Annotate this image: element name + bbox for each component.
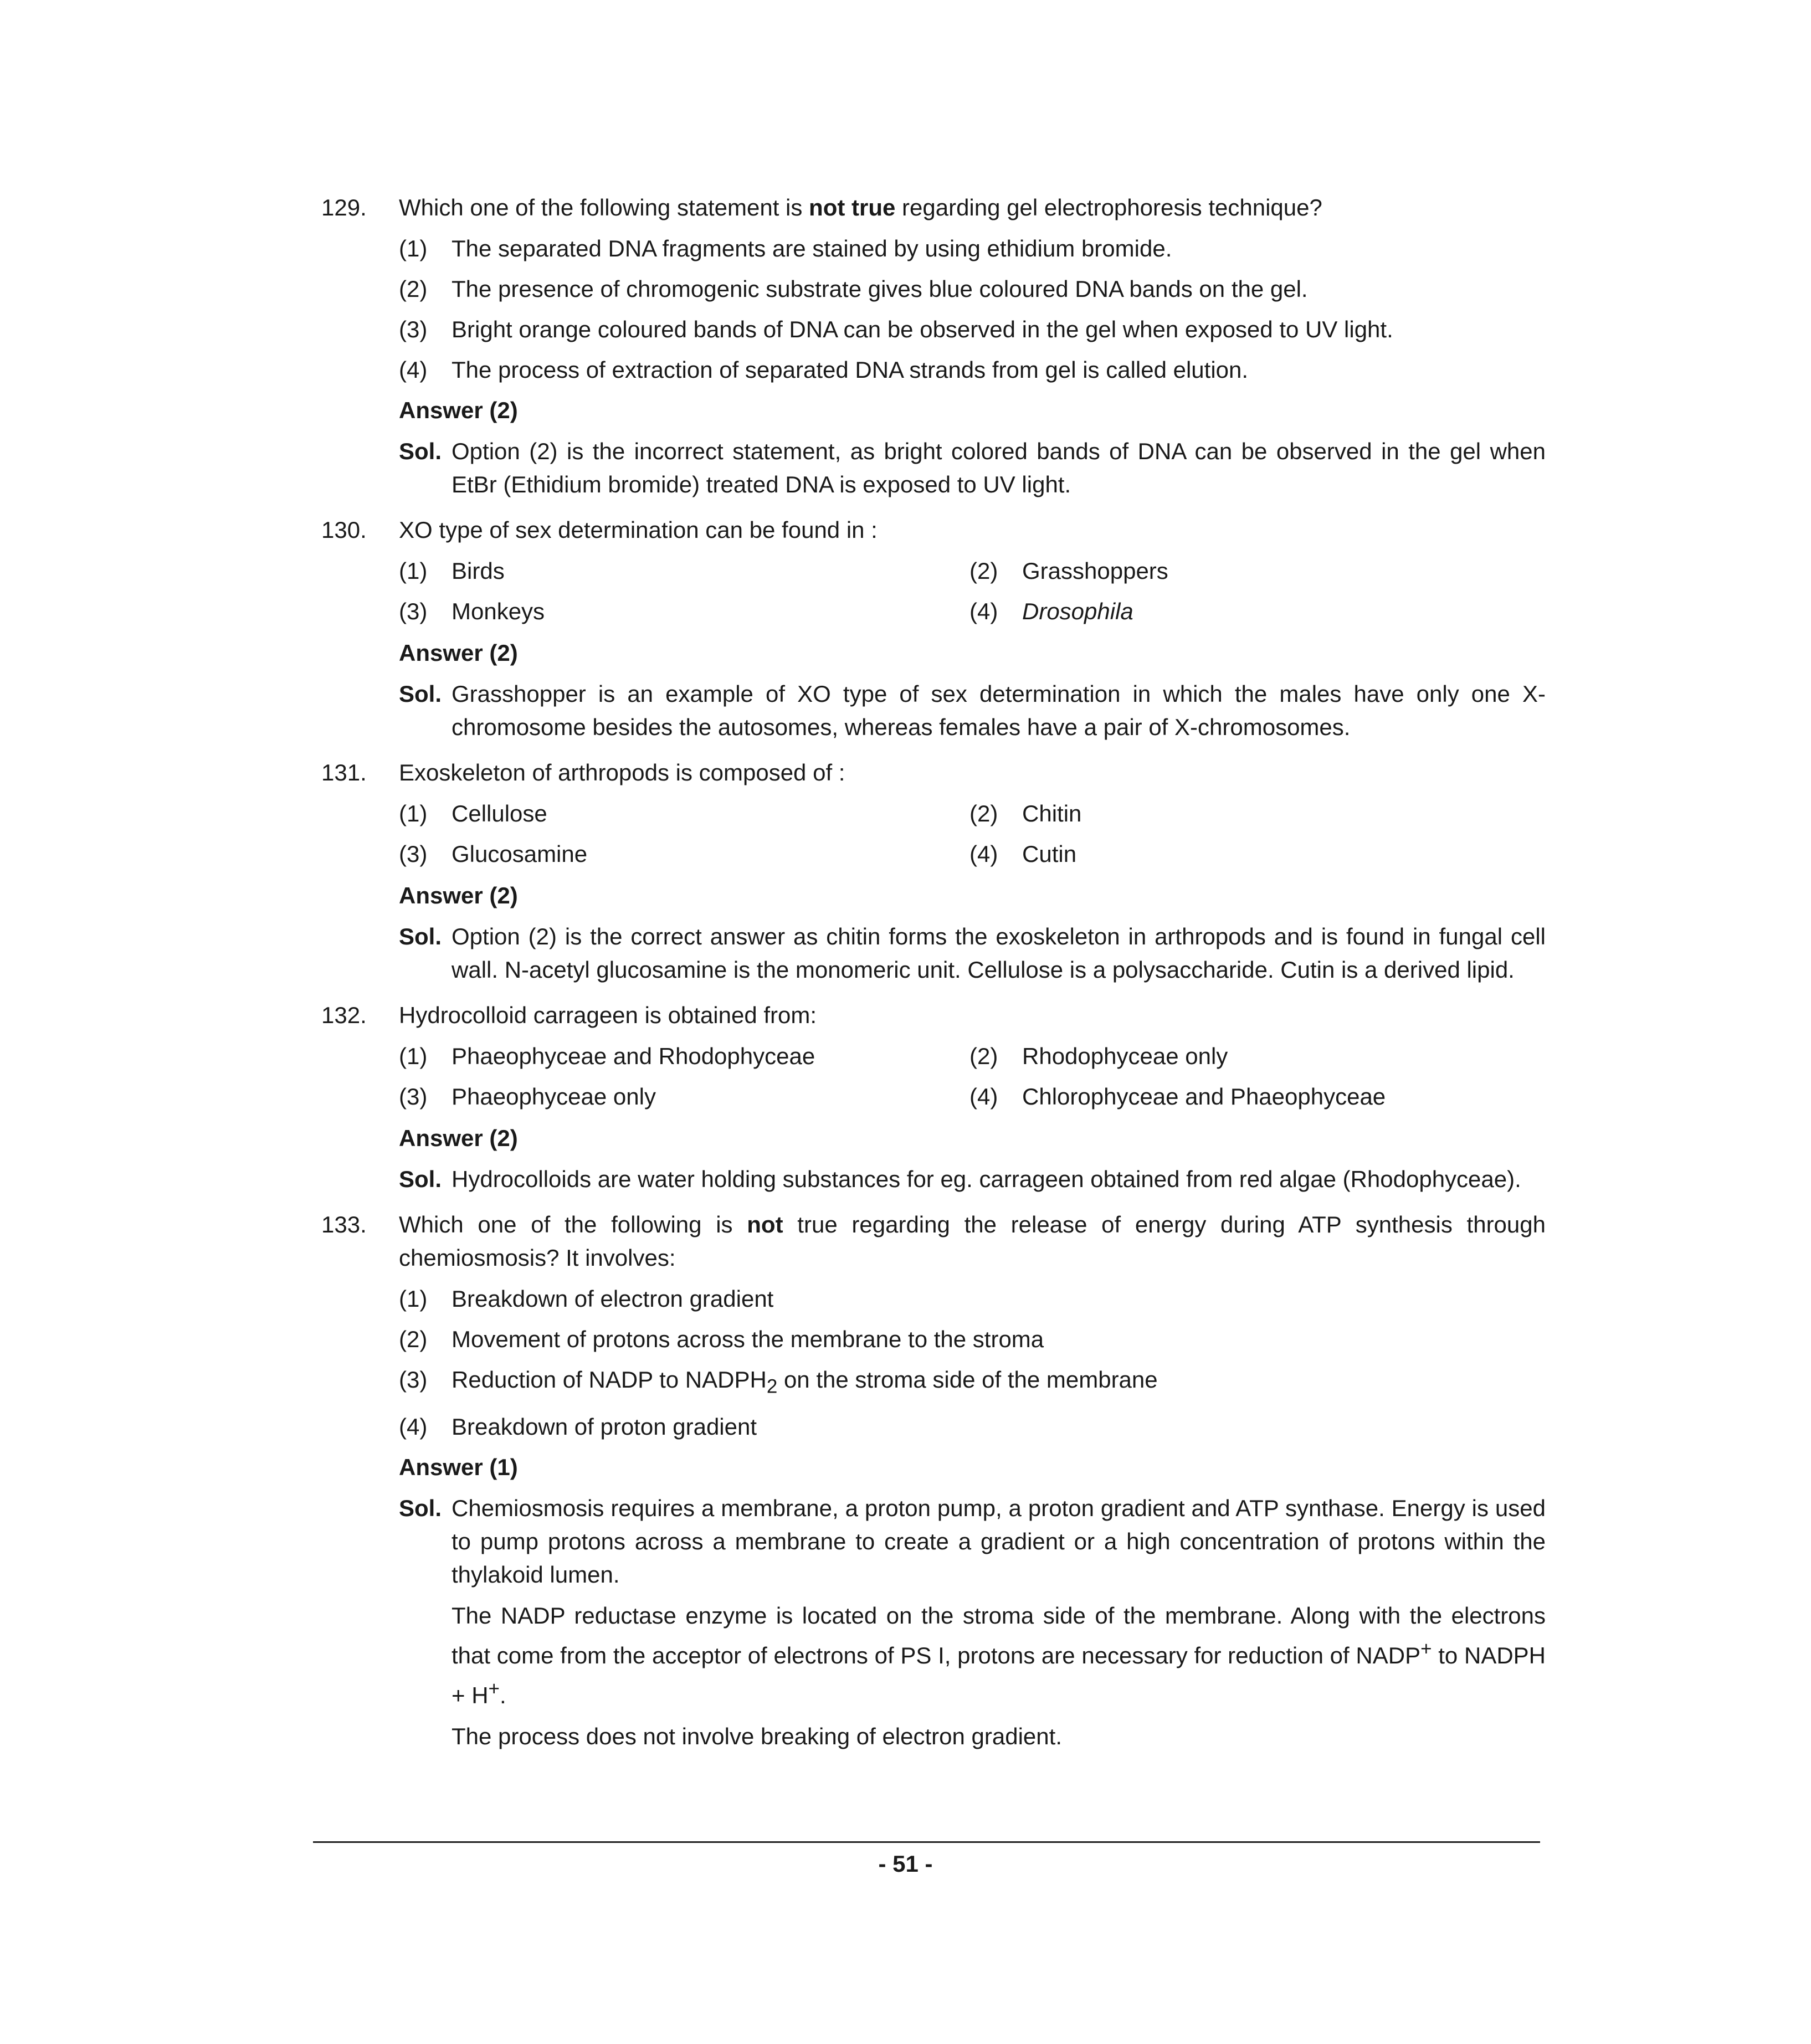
text-run: Birds bbox=[452, 558, 505, 584]
option-4 bbox=[399, 353, 1546, 387]
option-text bbox=[452, 1043, 815, 1069]
option-number: (3) bbox=[399, 841, 428, 867]
option-text bbox=[452, 800, 547, 826]
text-run: Breakdown of proton gradient bbox=[452, 1414, 757, 1440]
option-2 bbox=[969, 1040, 1623, 1073]
text-run: Cellulose bbox=[452, 800, 547, 826]
option-text bbox=[452, 1414, 757, 1440]
solution-paragraph bbox=[452, 920, 1546, 987]
footer-divider bbox=[313, 1841, 1540, 1843]
text-run: XO type of sex determination can be found in : bbox=[399, 517, 878, 543]
solution-paragraph bbox=[452, 1599, 1546, 1712]
text-run: Breakdown of electron gradient bbox=[452, 1286, 774, 1312]
text-run: Option (2) is the incorrect statement, as bright colored bands of DNA can be observed in the gel when EtBr (Ethidium bromide) treated DNA is exposed to UV light. bbox=[452, 438, 1546, 497]
option-number: (1) bbox=[399, 558, 428, 584]
text-run: true regarding the release of energy during ATP synthesis through chemiosmosis? It involves: bbox=[399, 1211, 1546, 1271]
option-1 bbox=[399, 797, 969, 830]
text-run: Chlorophyceae and Phaeophyceae bbox=[1022, 1083, 1386, 1110]
option-4 bbox=[969, 838, 1623, 871]
text-run: not true bbox=[809, 194, 896, 220]
options bbox=[399, 1040, 1546, 1121]
option-text bbox=[1022, 841, 1076, 867]
solution-label: Sol. bbox=[399, 681, 442, 707]
text-run: Option (2) is the correct answer as chitin forms the exoskeleton in arthropods and is found in fungal cell wall. N-acetyl glucosamine is the monomeric unit. Cellulose is a polysaccharide. Cutin is a derived lipid. bbox=[452, 923, 1546, 983]
solution bbox=[399, 920, 1546, 987]
solution-paragraph bbox=[452, 1720, 1546, 1753]
text-run: The separated DNA fragments are stained by using ethidium bromide. bbox=[452, 235, 1172, 261]
option-number: (4) bbox=[399, 357, 428, 383]
solution bbox=[399, 1163, 1546, 1196]
solution bbox=[399, 677, 1546, 744]
option-number: (2) bbox=[969, 800, 998, 826]
text-run: + bbox=[488, 1678, 500, 1700]
option-number: (1) bbox=[399, 235, 428, 261]
text-run: The NADP reductase enzyme is located on the stroma side of the membrane. Along with the electrons that come from the acceptor of electrons of PS I, protons are necessary for reduction of NADP bbox=[452, 1603, 1546, 1669]
text-run: Phaeophyceae only bbox=[452, 1083, 656, 1110]
solution-paragraph bbox=[452, 1492, 1546, 1591]
question-list bbox=[321, 191, 1546, 1765]
text-run: not bbox=[747, 1211, 783, 1237]
question-132 bbox=[321, 999, 1546, 1196]
option-text bbox=[452, 1367, 1158, 1398]
solution-label: Sol. bbox=[399, 438, 442, 464]
option-number: (3) bbox=[399, 1367, 428, 1393]
option-number: (1) bbox=[399, 1043, 428, 1069]
text-run: 2 bbox=[766, 1375, 778, 1398]
question-text bbox=[399, 513, 1546, 547]
text-run: Chitin bbox=[1022, 800, 1082, 826]
option-4 bbox=[969, 1080, 1623, 1113]
option-2 bbox=[399, 273, 1546, 306]
option-text bbox=[452, 235, 1172, 261]
option-text bbox=[1022, 800, 1081, 826]
option-3 bbox=[399, 595, 969, 628]
question-133 bbox=[321, 1208, 1546, 1753]
text-run: + bbox=[1420, 1638, 1432, 1660]
option-number: (3) bbox=[399, 598, 428, 624]
text-run: Chemiosmosis requires a membrane, a proton pump, a proton gradient and ATP synthase. Energy is used to pump protons across a membrane to create a gradient or a high concentration of protons within the thylakoid lumen. bbox=[452, 1495, 1546, 1588]
text-run: The presence of chromogenic substrate gives blue coloured DNA bands on the gel. bbox=[452, 276, 1308, 302]
option-2 bbox=[969, 797, 1623, 830]
option-number: (4) bbox=[399, 1414, 428, 1440]
text-run: Grasshoppers bbox=[1022, 558, 1168, 584]
solution bbox=[399, 1492, 1546, 1753]
option-4 bbox=[399, 1410, 1546, 1444]
text-run: Which one of the following is bbox=[399, 1211, 747, 1237]
option-text bbox=[452, 357, 1248, 383]
option-number: (4) bbox=[969, 841, 998, 867]
option-1 bbox=[399, 554, 969, 588]
text-run: Grasshopper is an example of XO type of sex determination in which the males have only one X-chromosome besides the autosomes, whereas females have a pair of X-chromosomes. bbox=[452, 681, 1546, 740]
solution-label: Sol. bbox=[399, 1166, 442, 1192]
option-text bbox=[1022, 598, 1133, 624]
question-text bbox=[399, 191, 1546, 224]
option-number: (4) bbox=[969, 1083, 998, 1110]
options bbox=[399, 797, 1546, 878]
text-run: Exoskeleton of arthropods is composed of : bbox=[399, 759, 845, 785]
solution-label: Sol. bbox=[399, 923, 442, 949]
option-text bbox=[452, 558, 505, 584]
question-text bbox=[399, 999, 1546, 1032]
option-2 bbox=[399, 1323, 1546, 1356]
text-run: Bright orange coloured bands of DNA can be observed in the gel when exposed to UV light. bbox=[452, 316, 1393, 342]
option-3 bbox=[399, 1363, 1546, 1403]
option-number: (1) bbox=[399, 1286, 428, 1312]
option-text bbox=[452, 1083, 656, 1110]
option-number: (2) bbox=[969, 558, 998, 584]
text-run: on the stroma side of the membrane bbox=[777, 1367, 1158, 1393]
option-text bbox=[452, 316, 1393, 342]
text-run: regarding gel electrophoresis technique? bbox=[895, 194, 1322, 220]
option-text bbox=[452, 598, 545, 624]
text-run: Rhodophyceae only bbox=[1022, 1043, 1228, 1069]
option-text bbox=[452, 276, 1308, 302]
text-run: . bbox=[499, 1682, 506, 1709]
text-run: Hydrocolloid carrageen is obtained from: bbox=[399, 1002, 817, 1028]
text-run: Drosophila bbox=[1022, 598, 1133, 624]
option-text bbox=[452, 1326, 1044, 1352]
text-run: Hydrocolloids are water holding substances for eg. carrageen obtained from red algae (Rhodophyceae). bbox=[452, 1166, 1521, 1192]
question-number: 130. bbox=[321, 517, 367, 543]
question-text bbox=[399, 1208, 1546, 1275]
options bbox=[399, 1282, 1546, 1444]
option-1 bbox=[399, 232, 1546, 265]
text-run: Movement of protons across the membrane to the stroma bbox=[452, 1326, 1044, 1352]
text-run: Reduction of NADP to NADPH bbox=[452, 1367, 767, 1393]
text-run: The process of extraction of separated DNA strands from gel is called elution. bbox=[452, 357, 1249, 383]
option-number: (2) bbox=[969, 1043, 998, 1069]
question-129 bbox=[321, 191, 1546, 501]
option-text bbox=[1022, 1083, 1386, 1110]
text-run: to NADPH + H bbox=[452, 1642, 1546, 1709]
question-131 bbox=[321, 756, 1546, 987]
option-number: (2) bbox=[399, 1326, 428, 1352]
option-text bbox=[1022, 558, 1168, 584]
solution-paragraph bbox=[452, 435, 1546, 501]
question-130 bbox=[321, 513, 1546, 744]
option-number: (3) bbox=[399, 1083, 428, 1110]
option-number: (3) bbox=[399, 316, 428, 342]
page-number: - 51 - bbox=[878, 1851, 933, 1877]
option-4 bbox=[969, 595, 1623, 628]
question-number: 131. bbox=[321, 759, 367, 785]
text-run: Cutin bbox=[1022, 841, 1077, 867]
option-number: (2) bbox=[399, 276, 428, 302]
text-run: Which one of the following statement is bbox=[399, 194, 809, 220]
option-number: (1) bbox=[399, 800, 428, 826]
options bbox=[399, 554, 1546, 635]
text-run: Monkeys bbox=[452, 598, 545, 624]
question-number: 133. bbox=[321, 1211, 367, 1237]
text-run: Phaeophyceae and Rhodophyceae bbox=[452, 1043, 815, 1069]
option-text bbox=[452, 841, 587, 867]
text-run: Glucosamine bbox=[452, 841, 588, 867]
option-number: (4) bbox=[969, 598, 998, 624]
option-text bbox=[1022, 1043, 1228, 1069]
answer: Answer (2) bbox=[399, 397, 518, 423]
solution-paragraph bbox=[452, 1163, 1546, 1196]
question-number: 132. bbox=[321, 1002, 367, 1028]
option-3 bbox=[399, 1080, 969, 1113]
answer: Answer (2) bbox=[399, 640, 518, 666]
option-2 bbox=[969, 554, 1623, 588]
option-1 bbox=[399, 1040, 969, 1073]
answer: Answer (1) bbox=[399, 1454, 518, 1481]
solution bbox=[399, 435, 1546, 501]
option-text bbox=[452, 1286, 773, 1312]
option-3 bbox=[399, 313, 1546, 346]
solution-label: Sol. bbox=[399, 1495, 442, 1522]
solution-paragraph bbox=[452, 677, 1546, 744]
options bbox=[399, 232, 1546, 387]
text-run: The process does not involve breaking of electron gradient. bbox=[452, 1723, 1062, 1750]
option-1 bbox=[399, 1282, 1546, 1316]
option-3 bbox=[399, 838, 969, 871]
question-number: 129. bbox=[321, 194, 367, 220]
answer: Answer (2) bbox=[399, 1125, 518, 1151]
answer: Answer (2) bbox=[399, 882, 518, 908]
question-text bbox=[399, 756, 1546, 789]
